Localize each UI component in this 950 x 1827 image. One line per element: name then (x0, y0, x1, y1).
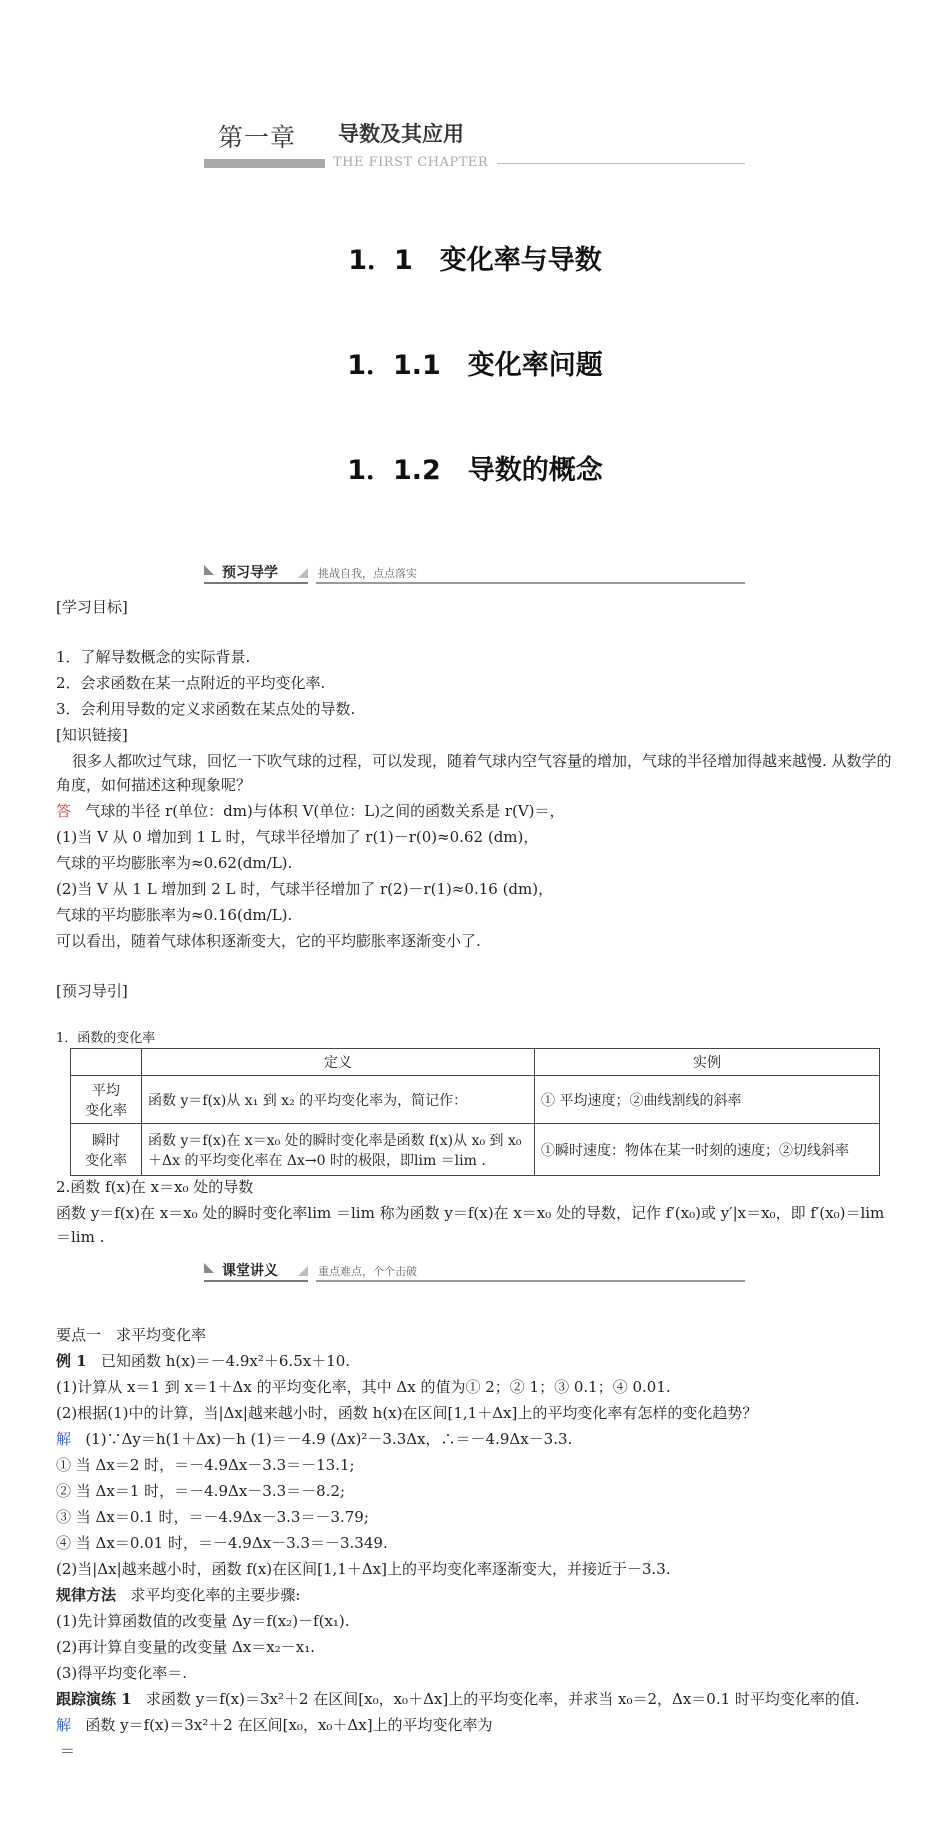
table-cell: 函数 y＝f(x)在 x＝x₀ 处的瞬时变化率是函数 f(x)从 x₀ 到 x₀＋Δx 的平均变化率在 Δx→0 时的极限，即lim ＝lim . (142, 1124, 535, 1176)
table-cell: 瞬时 变化率 (71, 1124, 142, 1176)
method-label: 规律方法 (56, 1586, 117, 1604)
answer-line (56, 800, 565, 822)
goal-item: 3．会利用导数的定义求函数在某点处的导数. (56, 700, 356, 718)
preview-banner (204, 562, 745, 584)
section-title-1-1-2: 1．1.2 导数的概念 (347, 455, 603, 486)
method-step: (2)再计算自变量的改变量 Δx＝x₂－x₁. (56, 1638, 316, 1656)
solution-line (56, 1428, 572, 1450)
lecture-banner (204, 1260, 745, 1282)
chapter-rule (497, 163, 745, 164)
practice-answer-text: 函数 y＝f(x)＝3x²＋2 在区间[x₀，x₀＋Δx]上的平均变化率为 (85, 1716, 493, 1734)
answer-text: 气球的半径 r(单位：dm)与体积 V(单位：L)之间的函数关系是 r(V)＝， (85, 802, 565, 820)
practice-answer (56, 1714, 493, 1736)
table-cell: ①瞬时速度：物体在某一时刻的速度；②切线斜率 (535, 1124, 880, 1176)
method-text: 求平均变化率的主要步骤: (130, 1586, 301, 1604)
table-cell: 平均 变化率 (71, 1076, 142, 1124)
example-label: 例 1 (56, 1352, 87, 1370)
banner-triangle-icon (298, 568, 308, 578)
table-cell: ① 平均速度；②曲线割线的斜率 (535, 1076, 880, 1124)
table-header: 定义 (142, 1049, 535, 1076)
goal-item: 2．会求函数在某一点附近的平均变化率. (56, 674, 326, 692)
link-heading: [知识链接] (56, 726, 128, 744)
banner-rule (204, 582, 308, 584)
solution-line: ③ 当 Δx＝0.1 时，＝－4.9Δx－3.3＝－3.79; (56, 1508, 369, 1526)
solution-mark: 解 (56, 1716, 72, 1734)
practice-text: 求函数 y＝f(x)＝3x²＋2 在区间[x₀，x₀＋Δx]上的平均变化率，并求当 x₀＝2，Δx＝0.1 时平均变化率的值. (145, 1690, 860, 1708)
answer-line: (2)当 V 从 1 L 增加到 2 L 时，气球半径增加了 r(2)－r(1)≈0.16 (dm)， (56, 880, 554, 898)
derivative-title: 2.函数 f(x)在 x＝x₀ 处的导数 (56, 1178, 254, 1196)
banner-triangle-icon (204, 1263, 214, 1273)
example-question: (1)计算从 x＝1 到 x＝1＋Δx 的平均变化率，其中 Δx 的值为① 2；② 1；③ 0.1；④ 0.01. (56, 1378, 671, 1396)
practice-equation: ＝ (60, 1742, 76, 1760)
goal-item: 1．了解导数概念的实际背景. (56, 648, 251, 666)
table-header-row (71, 1049, 880, 1076)
key-point-heading: 要点一 求平均变化率 (56, 1326, 207, 1344)
method-line (56, 1584, 300, 1606)
practice-label: 跟踪演练 1 (56, 1690, 132, 1708)
section-title-1-1-1: 1．1.1 变化率问题 (347, 350, 603, 381)
goals-heading: [学习目标] (56, 598, 128, 616)
banner-rule (316, 1280, 745, 1282)
chapter-bar-decoration (204, 159, 325, 168)
answer-mark: 答 (56, 802, 72, 820)
answer-line: 气球的平均膨胀率为≈0.16(dm/L). (56, 906, 293, 924)
banner-triangle-icon (204, 565, 214, 575)
example-question: (2)根据(1)中的计算，当|Δx|越来越小时，函数 h(x)在区间[1,1＋Δx]上的平均变化率有怎样的变化趋势？ (56, 1404, 758, 1422)
banner-subtitle: 挑战自我，点点落实 (318, 567, 417, 580)
solution-line: (2)当|Δx|越来越小时，函数 f(x)在区间[1,1＋Δx]上的平均变化率逐渐变大，并接近于－3.3. (56, 1560, 671, 1578)
table-row (71, 1076, 880, 1124)
table-caption: 1．函数的变化率 (56, 1031, 156, 1046)
preview-heading: [预习导引] (56, 982, 128, 1000)
definition-table (70, 1048, 880, 1176)
section-title-1-1: 1．1 变化率与导数 (348, 245, 602, 276)
method-step: (3)得平均变化率＝. (56, 1664, 188, 1682)
answer-line: 气球的平均膨胀率为≈0.62(dm/L). (56, 854, 293, 872)
banner-rule (204, 1280, 308, 1282)
link-question: 很多人都吹过气球，回忆一下吹气球的过程，可以发现，随着气球内空气容量的增加，气球的半径增加得越来越慢. 从数学的角度，如何描述这种现象呢？ (56, 752, 892, 794)
answer-line: 可以看出，随着气球体积逐渐变大，它的平均膨胀率逐渐变小了. (56, 932, 481, 950)
table-header (71, 1049, 142, 1076)
table-row (71, 1124, 880, 1176)
banner-triangle-icon (298, 1266, 308, 1276)
solution-line: ② 当 Δx＝1 时，＝－4.9Δx－3.3＝－8.2; (56, 1482, 346, 1500)
chapter-number: 第一章 (218, 123, 297, 152)
derivative-text: 函数 y＝f(x)在 x＝x₀ 处的瞬时变化率lim ＝lim 称为函数 y＝f(x)在 x＝x₀ 处的导数，记作 f′(x₀)或 y′|x＝x₀，即 f′(x₀)＝lim ＝lim . (56, 1204, 885, 1246)
table-header: 实例 (535, 1049, 880, 1076)
chapter-english-title: THE FIRST CHAPTER (333, 155, 489, 170)
banner-subtitle: 重点难点，个个击破 (318, 1265, 417, 1278)
chapter-title: 导数及其应用 (338, 121, 464, 146)
method-step: (1)先计算函数值的改变量 Δy＝f(x₂)－f(x₁). (56, 1612, 350, 1630)
example-stem (56, 1350, 350, 1372)
solution-mark: 解 (56, 1430, 72, 1448)
banner-rule (316, 582, 745, 584)
solution-line: ① 当 Δx＝2 时，＝－4.9Δx－3.3＝－13.1; (56, 1456, 355, 1474)
practice-line (56, 1688, 860, 1710)
example-text: 已知函数 h(x)＝－4.9x²＋6.5x＋10. (100, 1352, 351, 1370)
solution-text: (1)∵Δy＝h(1＋Δx)－h (1)＝－4.9 (Δx)²－3.3Δx，∴＝－4.9Δx－3.3. (85, 1430, 573, 1448)
answer-line: (1)当 V 从 0 增加到 1 L 时，气球半径增加了 r(1)－r(0)≈0.62 (dm)， (56, 828, 539, 846)
table-cell: 函数 y＝f(x)从 x₁ 到 x₂ 的平均变化率为，简记作： (142, 1076, 535, 1124)
banner-label: 课堂讲义 (222, 1263, 278, 1279)
banner-label: 预习导学 (222, 565, 278, 581)
solution-line: ④ 当 Δx＝0.01 时，＝－4.9Δx－3.3＝－3.349. (56, 1534, 388, 1552)
